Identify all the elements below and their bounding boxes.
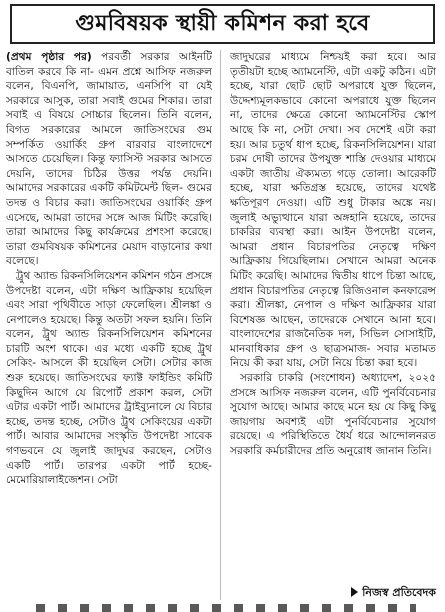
cropped-text-fragment [36,604,416,612]
headline-box [10,4,435,44]
column-divider [220,50,221,600]
article-right-column [230,50,436,590]
left-paragraph-1 [6,50,212,269]
article-left-column [6,50,212,602]
left-paragraph-2: ট্রুথ অ্যান্ড রিকনসিলিয়েশন কমিশন গঠন প্রসঙ্গে উপদেষ্টা বলেন, এটা দক্ষিণ আফ্রিকায় হয়েছিল এবং সারা পৃথিবীতে সাড়া ফেলেছিল। শ্রীলঙ্কা ও নেপালেও হয়েছে। কিন্তু অতটা সফল হয়নি। তিনি বলেন, ট্রুথ অ্যান্ড রিকনসিলিয়েশন কমিশনের চারটি অংশ থাকে। এর মধ্যে একটি হচ্ছে ট্রুথ সেকিং- আসলে কী হয়েছিল সেটা। সেটার কাজ শুরু হয়েছে। জাতিসংঘের ফ্যাক্ট ফাইন্ডিং কমিটি কিছুদিন আগে যে রিপোর্ট প্রকাশ করল, সেটা এটার একটা পার্ট। আমাদের ট্রাইব্যুনালে যে বিচার হচ্ছে, তদন্ত হচ্ছে, সেটাও ট্রুথ সেকিংয়ের একটা পার্ট। আবার আমাদের সংস্কৃতি উপদেষ্টা সাবেক গণভবনে যে জুলাই জাদুঘর করছেন, সেটাও একটি পার্ট। তারপর একটা পার্ট হচ্ছে- মেমোরিয়ালাইজেশন। সেটা [6,269,212,487]
right-paragraph-1: জাদুঘরের মাধ্যমে নিশ্চয়ই করা হবে। আর তৃতীয়টা হচ্ছে অ্যামনেস্টি, এটা একটু কঠিন। এটা হচ্ছে, যারা ছোট ছোট অপরাধে যুক্ত ছিলেন, উদ্দেশ্যমূলকভাবে কোনো অপরাধে যুক্ত ছিলেন না, তাদের ক্ষেত্রে কোনো অ্যামনেস্টির স্কোপ আছে কি না, সেটা দেখা। সব দেশেই এটা করা হয়। আর চতুর্থ ধাপ হচ্ছে, রিকনসিলিয়েশন। যারা চরম দোষী তাদের উপযুক্ত শাস্তি দেওয়ার মাধ্যমে একটা জাতীয় ঐক্যমত্য গড়ে তোলা। আরেকটি হচ্ছে, যারা ক্ষতিগ্রস্ত হয়েছে, তাদের যথেষ্ট ক্ষতিপূরণ দেওয়া। এটি শুধু টাকার অঙ্কে নয়। জুলাই অভ্যুত্থানে যারা অঙ্গহানি হয়েছে, তাদের চাকরির ব্যবস্থা করা। আইন উপদেষ্টা বলেন, আমরা প্রধান বিচারপতির নেতৃত্বে দক্ষিণ আফ্রিকায় গিয়েছিলাম। সেখানে আমরা অনেক মিটিং করেছি। আমাদের দ্বিতীয় ধাপে চিন্তা আছে, প্রধান বিচারপতির নেতৃত্বে রিজিওনাল কনফারেন্স করা। শ্রীলঙ্কা, নেপাল ও দক্ষিণ আফ্রিকার যারা বিশেষজ্ঞ আছেন, তাদেরকে সেখানে আনা হবে। বাংলাদেশের রাজনৈতিক দল, সিভিল সোসাইটি, মানবাধিকার গ্রুপ ও ছাত্রসমাজ- সবার মতামত নিয়ে কী করা যায়, সেটা নিয়ে চিন্তা করা হবে। [230,51,436,370]
triangle-bullet-icon [351,587,358,597]
next-headline-fragment [6,600,439,612]
left-paragraph-1-text: পরবর্তী সরকার আইনটি বাতিল করবে কি না- এমন প্রশ্নে আসিফ নজরুল বলেন, বিএনপি, জামায়াত, এনসিপি বা যেই সরকারে আসুক, তারা সবাই গুমের শিকার। তারা সবাই এ বিষয়ে সোচ্চার ছিলেন। তিনি বলেন, বিগত সরকারের আমলে জাতিসংঘের গুম সম্পর্কিত ওয়ার্কিং গ্রুপ বারবার বাংলাদেশে আসতে চেয়েছিল। কিন্তু ফ্যাসিস্ট সরকার আসতে দেয়নি, তাদের চিঠির উত্তর পর্যন্ত দেয়নি। আমাদের সরকারের একটি কমিটমেন্ট ছিল- গুমের তদন্ত ও বিচার করা। জাতিসংঘের ওয়ার্কিং গ্রুপ এসেছে, আমরা তাদের সঙ্গে আজ মিটিং করেছি। তারা আমাদের কিছু কার্যক্রমের প্রশংসা করেছে। তারা গুমবিষয়ক কমিশনের মেয়াদ বাড়ানোর কথা বলেছে। [6,51,212,268]
jump-label: (প্রথম পৃষ্ঠার পর) [6,51,92,63]
article-headline: গুমবিষয়ক স্থায়ী কমিশন করা হবে [75,9,370,36]
right-paragraph-2: সরকারি চাকরি (সংশোধন) অধ্যাদেশ, ২০২৫ প্রসঙ্গে আসিফ নজরুল বলেন, এটি পুনর্বিবেচনার সুযোগ আছে। আমার কাছে মনে হয় যে কিছু কিছু জায়গায় অবশ্যই এটা পুনর্বিবেচনার সুযোগ রয়েছে। এ পরিস্থিতিতে ধৈর্য ধরে আন্দোলনরত সরকারি কর্মচারীদের প্রতি অনুরোধ জানান তিনি। [230,372,436,458]
byline-text: নিজস্ব প্রতিবেদক [362,586,436,599]
